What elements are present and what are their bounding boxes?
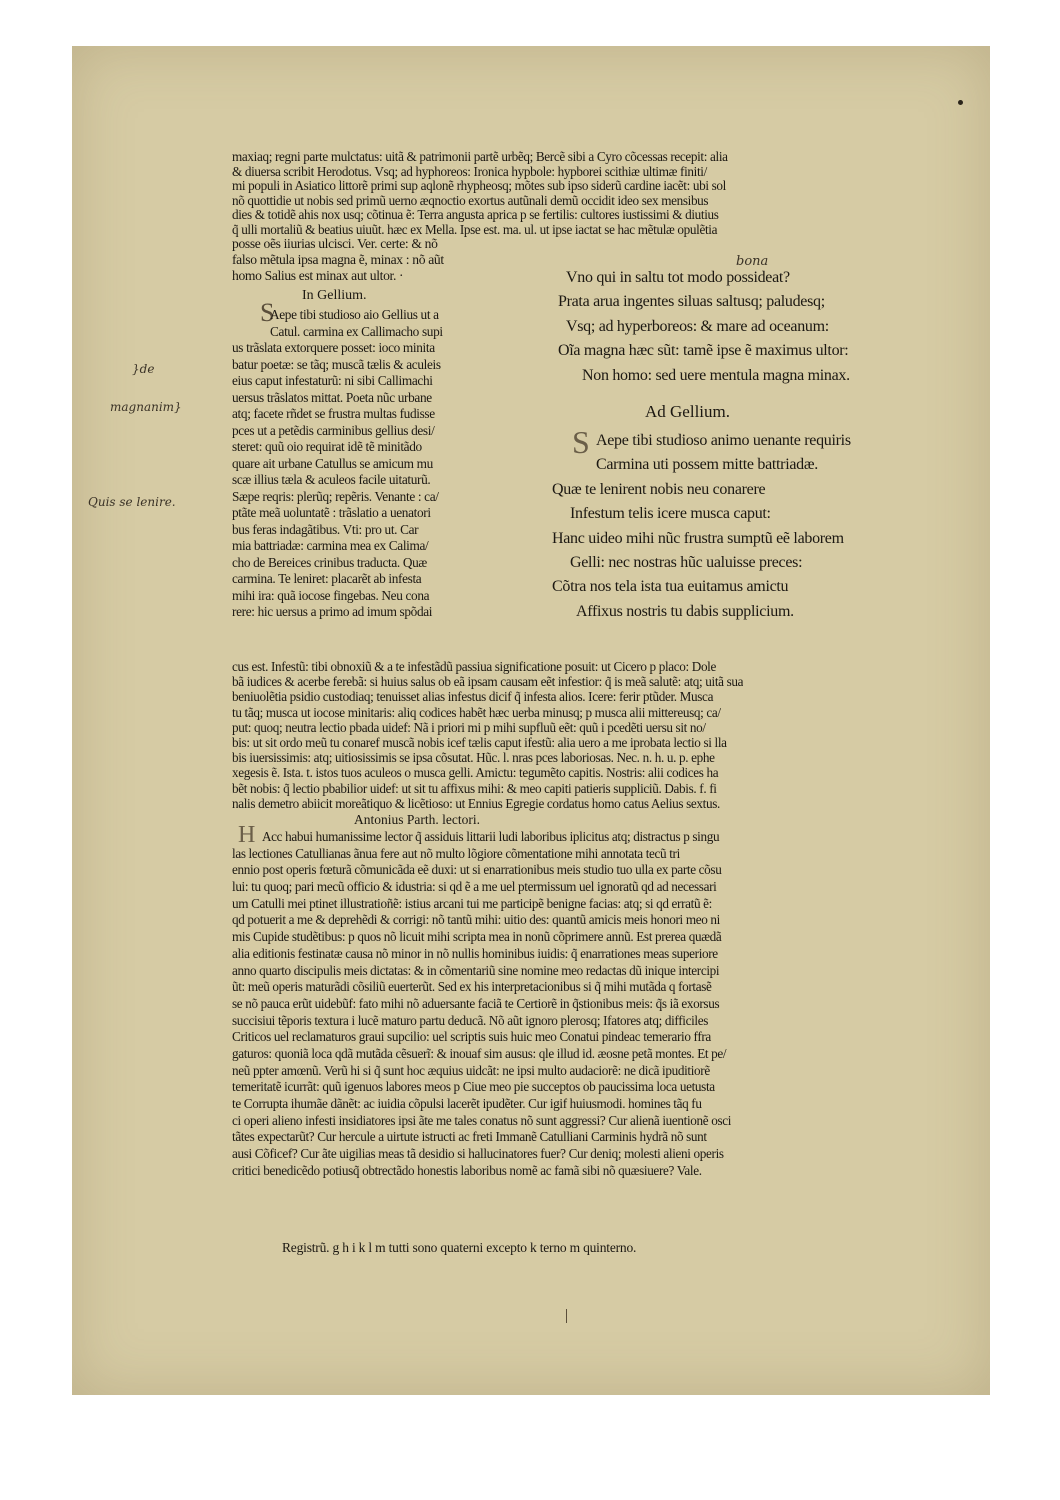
verse-block-1 <box>558 266 850 388</box>
ink-mark <box>566 1309 567 1323</box>
text-line: ũt: meũ operis maturãdi cõsiliũ euerterũt. Sed ex his interpretacionibus si q̃ mihi mutãda q fortasẽ <box>232 980 712 995</box>
text-line: ci operi alieno infesti insidiatores ipsi ãte me tales conatus nõ sunt aggressi? Cur alienã iuentionẽ osci <box>232 1113 732 1128</box>
text-line: anno quarto discipulis meis dictatas: & in cõmentariũ sine nomine meo redactas dũ inique intercipi <box>232 963 720 978</box>
verse-block-2 <box>552 429 851 624</box>
verse-line: Aepe tibi studioso animo uenante requiris <box>596 432 851 449</box>
text-line: falso mẽtula ipsa magna ẽ, minax : nõ aũt <box>232 253 444 267</box>
text-line: tu tãq; musca ut iocose minitaris: aliq codices habẽt hæc uerba minusq; p musca alii mittereusq; ca/ <box>232 705 721 720</box>
text-line: pces ut a petẽdis carminibus gellius desi/ <box>232 423 435 438</box>
verse-line: Vno qui in saltu tot modo possideat? <box>566 269 790 286</box>
margin-note-de: }de <box>132 362 155 376</box>
text-line: atq; facete rñdet se frustra multas fudisse <box>232 407 435 421</box>
heading-antonius: Antonius Parth. lectori. <box>354 812 480 827</box>
text-line: rere: hic uersus a primo ad imum spõdai <box>232 605 433 619</box>
text-line: se nõ pauca erũt uidebũf: fato mihi nõ aduersante faciã te Certiorẽ in q̃stionibus meis: q̃s iã exorsus <box>232 996 720 1011</box>
text-line: nalis demetro abiicit moreãtiquo & licẽtioso: ut Ennius Egregie cordatus homo catus Aelius sextus. <box>232 796 720 811</box>
text-line: neũ ppter amœnũ. Verũ hi si q̃ sunt hoc æquius uidcãt: ne ipsi multo audaciorẽ: ne dicã ipuditiorẽ <box>232 1063 710 1078</box>
main-commentary-block <box>232 660 743 812</box>
text-line: beniuolẽtia psidio custodiaq; tenuisset alias infestus dicif q̃ infesta alios. Icere: ferir ptũder. Musca <box>232 690 714 705</box>
text-line: las lectiones Catullianas ãnua fere aut nõ multo lõgiore cõmentatione mihi annotata tecũ tri <box>232 846 680 861</box>
text-line: Catul. carmina ex Callimacho supi <box>270 324 443 339</box>
ink-dot <box>958 100 963 105</box>
text-line: bus feras indagãtibus. Vti: pro ut. Car <box>232 522 419 537</box>
text-line: maxiaq; regni parte mulctatus: uitã & patrimonii partẽ urbẽq; Bercẽ sibi a Cyro cõcessas recepit: alia <box>232 150 728 164</box>
verse-line: Affixus nostris tu dabis supplicium. <box>576 602 794 620</box>
verse-line: Prata arua ingentes siluas saltusq; paludesq; <box>558 293 825 311</box>
text-line: put: quoq; neutra lectio pbada uidef: Nã i priori mi p mihi supfluũ eẽt: quũ i pcedẽti uersu sit no/ <box>232 720 706 735</box>
handwritten-annotation-bona: bona <box>736 254 769 269</box>
text-line: critici benedicẽdo potiusq̃ obtrectãdo honestis laboribus nomẽ ac famã sibi nõ quæsiuere? Vale. <box>232 1163 702 1178</box>
text-line: um Catulli mei ptinet illustratioñẽ: istius arcani tui me participẽ benigne facias: atq; si qd erratũ ẽ: <box>232 896 712 911</box>
text-line: bis: ut sit ordo meũ tu conaref muscã nobis icef tælis caput ifestũ: alia uero a me iprobata lectio si lla <box>232 735 727 750</box>
text-line: qd potuerit a me & deprehẽdi & corrigi: nõ tantũ mihi: uitio des: quantũ amicis meis honori meo ni <box>232 913 720 928</box>
verse-line: Cõtra nos tela ista tua euitamus amictu <box>552 578 789 596</box>
margin-note-magnanim: magnanim} <box>110 400 182 414</box>
text-line: cho de Bereices crinibus traducta. Quæ <box>232 555 427 570</box>
initial-letter-h: H <box>238 822 256 848</box>
text-line: mi populi in Asiatico littorẽ primi sup aqlonẽ rhypheosq; mõtes sub ipso siderũ cardine iacẽt: ubi sol <box>232 179 726 193</box>
text-line: temeritatẽ icurrãt: quũ igenuos labores meos p Ciue meo pie succeptos ob paucissima loca uetusta <box>232 1080 715 1095</box>
text-line: nõ quottidie ut nobis sed primũ uerno æqnoctio exortus autũnali demũ occidit ideo sex mensibus <box>232 193 709 208</box>
text-line: cus est. Infestũ: tibi obnoxiũ & a te infestãdũ passiua significatione posuit: ut Cicero p placo: Dole <box>232 660 717 674</box>
text-line: mia battriadæ: carmina mea ex Calima/ <box>232 539 429 553</box>
top-commentary-block <box>232 150 728 237</box>
text-line: xegesis ẽ. Ista. t. istos tuos aculeos o musca gelli. Amictu: tegumẽto capitis. Nostris: alii codices ha <box>232 766 719 781</box>
verse-line: Infestum telis icere musca caput: <box>570 505 771 523</box>
text-line: alia editionis festinatæ causa nõ minor in nõ nullis hominibus iuidis: q̃ enarrationes meas superiore <box>232 946 718 961</box>
text-line: Criticos uel reclamaturos graui supcilio: uel scriptis suis huic meo Conatui pindeac temerario ffra <box>232 1030 711 1045</box>
text-line: bã iudices & acerbe ferebã: si huius salus ob eã ipsam causam eẽt infestior: q̃ is meã salutẽ: atq; uitã sua <box>232 675 744 690</box>
text-line: ptãte meã uoluntatẽ : trãslatio a uenatori <box>232 506 431 520</box>
text-line: uersus trãslatos mittat. Poeta nũc urbane <box>232 390 432 405</box>
margin-note-quis-se-lenire: Quis se lenire. <box>88 495 176 509</box>
verse-line: Quæ te lenirent nobis neu conarere <box>552 480 766 498</box>
heading-ad-gellium: Ad Gellium. <box>645 402 730 421</box>
text-line: ausi Cõficef? Cur ãte uigilias meas tã desidio si hallucinatores fuer? Cur deniq; molesti alieni operis <box>232 1147 724 1162</box>
text-line: scæ illius tæla & aculeos facile uitaturũ. <box>232 473 431 487</box>
text-line: succisiui tẽporis textura i lucẽ maturo partu deducã. Nõ aũt ignoro plerosq; Ifatores atq; difficiles <box>232 1013 709 1028</box>
text-line: eius caput infestaturũ: ni sibi Callimachi <box>232 374 433 388</box>
text-line: ennio post operis fœturã cõmunicãda eẽ duxi: ut si enarrationibus meis studio tuo ulla ex parte cõsu <box>232 863 722 878</box>
manuscript-page <box>72 46 990 1395</box>
text-line: carmina. Te leniret: placarẽt ab infesta <box>232 572 422 586</box>
verse-line: Vsq; ad hyperboreos: & mare ad oceanum: <box>566 317 829 335</box>
text-line: q̃ ulli mortaliũ & beatius uiuũt. hæc ex Mella. Ipse est. ma. ul. ut ipse iactat se hac mẽtulæ opulẽtia <box>232 222 718 237</box>
left-commentary-intro <box>232 237 444 285</box>
text-line: homo Salius est minax aut ultor. · <box>232 269 404 283</box>
text-line: Sæpe reqris: plerũq; repẽris. Venante : ca/ <box>232 489 439 504</box>
initial-letter-s: S <box>260 298 275 327</box>
text-line: lui: tu quoq; pari mecũ officio & idustria: si qd ẽ a me uel ptermissum uel ignoratũ qd ad necessari <box>232 880 717 895</box>
text-line: Aepe tibi studioso aio Gellius ut a <box>270 308 439 322</box>
text-line: posse oẽs iiurias ulcisci. Ver. certe: & nõ <box>232 237 438 251</box>
verse-line: Carmina uti possem mitte battriadæ. <box>596 456 818 474</box>
text-line: mihi ira: quã iocose fingebas. Neu cona <box>232 588 430 603</box>
text-line: mis Cupide studẽtibus: p quos nõ licuit mihi scripta mea in nonũ cõprimere annũ. Est prerea quædã <box>232 930 722 945</box>
text-line: bis iuersissimis: atq; uitiosissimis se ipsa cõsutat. Hũc. l. nras pces laboriosas. Nec. n. h. u. p. ephe <box>232 751 715 766</box>
antonius-letter-block <box>232 830 731 1180</box>
text-line: tãtes expectarũt? Cur hercule a uirtute istructi ac freti Immanẽ Catulliani Carminis hydrã nõ sunt <box>232 1130 707 1145</box>
heading-in-gellium: In Gellium. <box>302 288 367 303</box>
text-line: & diuersa scribit Herodotus. Vsq; ad hyphoreos: Ironica hypbole: hypborei scithiæ ultimæ finiti/ <box>232 164 707 179</box>
verse-line: Oĩa magna hæc sũt: tamẽ ipse ẽ maximus ultor: <box>558 342 849 360</box>
text-line: gaturos: quoniã loca qdã mutãda cẽsuerĩ: & inouaf sim ausus: qle illud id. æosne petã montes. Et pe/ <box>232 1046 727 1061</box>
left-commentary-column <box>232 308 443 622</box>
text-line: te Corrupta ihumãe dãnẽt: ac iuidia cõpulsi lacerẽt ipudẽter. Cur igif huiusmodi. homines tãq fu <box>232 1097 702 1111</box>
text-line: quare ait urbane Catullus se amicum mu <box>232 456 433 471</box>
verse-line: Non homo: sed uere mentula magna minax. <box>582 366 850 384</box>
verse-line: Gelli: nec nostras hũc ualuisse preces: <box>570 553 803 571</box>
text-line: batur poetæ: se tãq; muscã tælis & aculeis <box>232 357 441 372</box>
initial-letter-s-verse: S <box>572 424 590 460</box>
text-line: steret: quũ oio requirat idẽ tẽ minitãdo <box>232 440 422 454</box>
text-line: us trãslata extorquere posset: ioco minita <box>232 341 435 355</box>
text-line: Acc habui humanissime lector q̃ assiduis littarii ludi laboribus iplicitus atq; distractus p singu <box>262 830 720 844</box>
registrum-line: Registrũ. g h i k l m tutti sono quaterni excepto k terno m quinterno. <box>282 1240 637 1255</box>
verse-line: Hanc uideo mihi nũc frustra sumptũ eẽ laborem <box>552 529 844 547</box>
text-line: bẽt nobis: q̃ lectio pbabilior uidef: ut sit tu affixus mihi: & meo capiti patieris suppliciũ. Dabis. f. fi <box>232 781 717 796</box>
text-line: dies & totidẽ ahis nox usq; cõtinua ẽ: Terra angusta aprica p se fertilis: cultores iustissimi & diutius <box>232 208 719 222</box>
